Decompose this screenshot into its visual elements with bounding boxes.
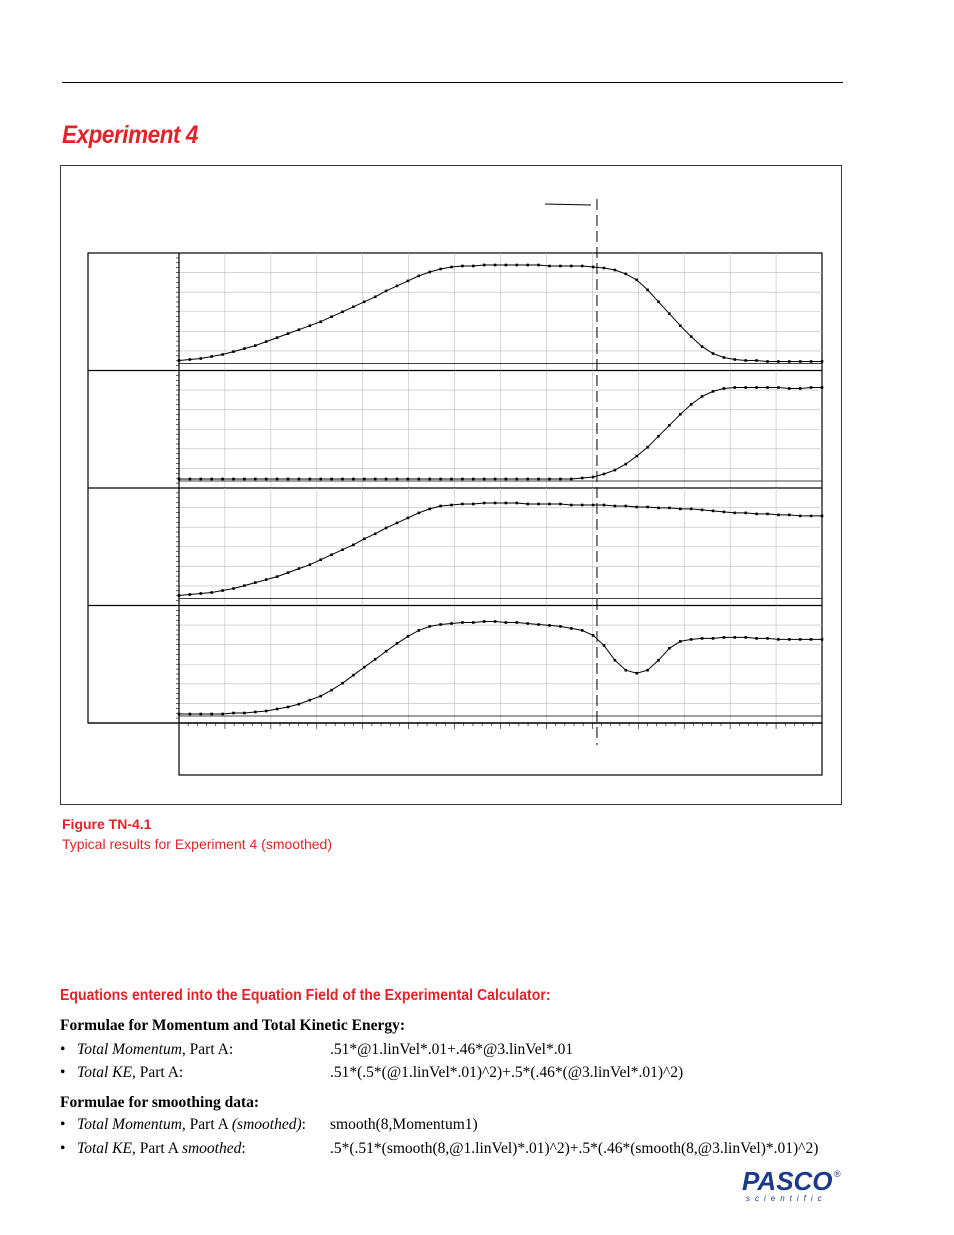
time-axis-box bbox=[179, 723, 822, 775]
data-point bbox=[418, 629, 421, 632]
data-point bbox=[668, 507, 671, 510]
data-point bbox=[352, 306, 355, 309]
data-point bbox=[178, 713, 181, 716]
data-point bbox=[744, 512, 747, 515]
data-point bbox=[625, 273, 628, 276]
data-point bbox=[526, 264, 529, 267]
data-point bbox=[635, 506, 638, 509]
data-point bbox=[603, 504, 606, 507]
data-point bbox=[483, 264, 486, 267]
data-point bbox=[788, 638, 791, 641]
data-point bbox=[657, 301, 660, 304]
data-point bbox=[319, 478, 322, 481]
data-point bbox=[352, 674, 355, 677]
graph-area bbox=[61, 166, 841, 804]
data-point bbox=[614, 469, 617, 472]
formula-label: Total Momentum, Part A (smoothed): bbox=[77, 1116, 306, 1133]
data-point bbox=[461, 621, 464, 624]
data-point bbox=[821, 638, 824, 641]
data-point bbox=[712, 390, 715, 393]
data-point bbox=[232, 478, 235, 481]
data-point bbox=[614, 505, 617, 508]
data-point bbox=[592, 634, 595, 637]
data-point bbox=[254, 344, 257, 347]
data-point bbox=[418, 275, 421, 278]
data-point bbox=[385, 478, 388, 481]
data-point bbox=[505, 621, 508, 624]
data-point bbox=[298, 567, 301, 570]
data-point bbox=[755, 513, 758, 516]
data-point bbox=[548, 624, 551, 627]
data-point bbox=[298, 478, 301, 481]
data-point bbox=[330, 315, 333, 318]
figure-frame bbox=[60, 165, 842, 805]
data-point bbox=[581, 265, 584, 268]
page-title: Experiment 4 bbox=[62, 121, 198, 149]
data-point bbox=[483, 502, 486, 505]
data-point bbox=[766, 513, 769, 516]
cursor-marker bbox=[545, 204, 591, 205]
data-point bbox=[799, 360, 802, 363]
data-point bbox=[363, 666, 366, 669]
data-point bbox=[439, 478, 442, 481]
data-point bbox=[646, 446, 649, 449]
data-point bbox=[200, 357, 203, 360]
data-point bbox=[755, 386, 758, 389]
data-point bbox=[810, 515, 813, 518]
data-point bbox=[243, 478, 246, 481]
data-point bbox=[232, 712, 235, 715]
data-point bbox=[265, 710, 268, 713]
data-point bbox=[287, 706, 290, 709]
data-point bbox=[221, 353, 224, 356]
data-point bbox=[418, 512, 421, 515]
data-point bbox=[505, 478, 508, 481]
data-point bbox=[407, 635, 410, 638]
data-point bbox=[363, 538, 366, 541]
data-point bbox=[287, 571, 290, 574]
data-point bbox=[418, 478, 421, 481]
data-point bbox=[374, 296, 377, 299]
data-point bbox=[646, 289, 649, 292]
data-point bbox=[363, 478, 366, 481]
data-point bbox=[341, 548, 344, 551]
data-point bbox=[614, 659, 617, 662]
data-point bbox=[428, 508, 431, 511]
data-point bbox=[766, 360, 769, 363]
data-point bbox=[200, 713, 203, 716]
data-point bbox=[668, 312, 671, 315]
data-point bbox=[385, 650, 388, 653]
data-point bbox=[472, 265, 475, 268]
data-point bbox=[178, 478, 181, 481]
data-point bbox=[243, 712, 246, 715]
data-point bbox=[657, 507, 660, 510]
data-point bbox=[810, 638, 813, 641]
data-point bbox=[625, 505, 628, 508]
data-point bbox=[483, 478, 486, 481]
formula-expression: smooth(8,Momentum1) bbox=[330, 1116, 478, 1133]
data-point bbox=[428, 271, 431, 274]
data-point bbox=[668, 647, 671, 650]
data-point bbox=[472, 503, 475, 506]
formula-expression: .5*(.51*(smooth(8,@1.linVel)*.01)^2)+.5*(.46*(smooth(8,@3.linVel)*.01)^2) bbox=[330, 1140, 819, 1157]
pasco-logo bbox=[740, 1166, 845, 1206]
data-point bbox=[428, 478, 431, 481]
data-point bbox=[526, 503, 529, 506]
data-point bbox=[439, 505, 442, 508]
data-point bbox=[210, 478, 213, 481]
data-point bbox=[450, 266, 453, 269]
data-point bbox=[821, 360, 824, 363]
data-point bbox=[712, 510, 715, 513]
data-point bbox=[243, 347, 246, 350]
header-rule bbox=[62, 82, 843, 83]
data-point bbox=[690, 508, 693, 511]
data-point bbox=[690, 403, 693, 406]
data-point bbox=[374, 478, 377, 481]
data-point bbox=[407, 478, 410, 481]
data-point bbox=[570, 265, 573, 268]
data-point bbox=[309, 324, 312, 327]
data-point bbox=[385, 527, 388, 530]
data-point bbox=[472, 621, 475, 624]
data-point bbox=[777, 360, 780, 363]
data-point bbox=[755, 359, 758, 362]
data-point bbox=[625, 669, 628, 672]
data-point bbox=[723, 356, 726, 359]
data-point bbox=[396, 642, 399, 645]
data-point bbox=[559, 265, 562, 268]
data-point bbox=[766, 386, 769, 389]
data-point bbox=[221, 478, 224, 481]
data-point bbox=[221, 589, 224, 592]
data-point bbox=[657, 435, 660, 438]
data-point bbox=[276, 478, 279, 481]
data-point bbox=[777, 514, 780, 517]
data-point bbox=[319, 695, 322, 698]
data-point bbox=[200, 478, 203, 481]
equations-heading: Equations entered into the Equation Field of the Experimental Calculator: bbox=[60, 987, 551, 1004]
data-point bbox=[723, 387, 726, 390]
data-point bbox=[265, 478, 268, 481]
data-point bbox=[701, 395, 704, 398]
data-point bbox=[494, 264, 497, 267]
data-point bbox=[189, 358, 192, 361]
data-point bbox=[352, 478, 355, 481]
data-point bbox=[690, 335, 693, 338]
data-point bbox=[810, 360, 813, 363]
data-point bbox=[319, 320, 322, 323]
data-point bbox=[265, 578, 268, 581]
data-point bbox=[516, 502, 519, 505]
data-point bbox=[744, 636, 747, 639]
data-point bbox=[461, 478, 464, 481]
data-point bbox=[755, 637, 758, 640]
data-point bbox=[744, 359, 747, 362]
data-point bbox=[668, 424, 671, 427]
data-point bbox=[516, 264, 519, 267]
data-point bbox=[581, 477, 584, 480]
formula-expression: .51*@1.linVel*.01+.46*@3.linVel*.01 bbox=[330, 1041, 574, 1058]
data-point bbox=[385, 290, 388, 293]
data-point bbox=[788, 514, 791, 517]
data-point bbox=[505, 502, 508, 505]
data-point bbox=[581, 629, 584, 632]
data-point bbox=[734, 636, 737, 639]
data-point bbox=[319, 558, 322, 561]
data-point bbox=[472, 478, 475, 481]
data-point bbox=[679, 413, 682, 416]
data-point bbox=[276, 708, 279, 711]
data-point bbox=[494, 478, 497, 481]
data-point bbox=[363, 301, 366, 304]
data-point bbox=[799, 515, 802, 518]
data-point bbox=[788, 360, 791, 363]
data-point bbox=[450, 478, 453, 481]
data-point bbox=[516, 621, 519, 624]
data-point bbox=[374, 658, 377, 661]
data-point bbox=[341, 682, 344, 685]
figure-caption-text: Typical results for Experiment 4 (smoothed) bbox=[62, 836, 332, 852]
data-point bbox=[232, 587, 235, 590]
data-point bbox=[276, 575, 279, 578]
formula-label: Total KE, Part A: bbox=[77, 1064, 184, 1081]
data-point bbox=[723, 636, 726, 639]
data-point bbox=[505, 264, 508, 267]
data-point bbox=[254, 581, 257, 584]
data-point bbox=[592, 504, 595, 507]
data-point bbox=[679, 640, 682, 643]
data-point bbox=[548, 265, 551, 268]
data-point bbox=[592, 476, 595, 479]
data-point bbox=[374, 533, 377, 536]
data-point bbox=[210, 713, 213, 716]
data-point bbox=[679, 508, 682, 511]
data-point bbox=[516, 478, 519, 481]
data-point bbox=[603, 473, 606, 476]
data-point bbox=[189, 478, 192, 481]
data-point bbox=[309, 699, 312, 702]
data-point bbox=[548, 503, 551, 506]
data-point bbox=[701, 345, 704, 348]
data-point bbox=[690, 638, 693, 641]
data-point bbox=[450, 622, 453, 625]
data-point bbox=[581, 504, 584, 507]
data-point bbox=[603, 267, 606, 270]
data-point bbox=[766, 637, 769, 640]
data-point bbox=[287, 332, 290, 335]
data-point bbox=[254, 711, 257, 714]
bullet: • bbox=[60, 1041, 66, 1058]
data-point bbox=[559, 478, 562, 481]
data-point bbox=[592, 266, 595, 269]
data-point bbox=[341, 311, 344, 314]
data-point bbox=[439, 268, 442, 271]
data-point bbox=[439, 623, 442, 626]
logo-wordmark: PASCO bbox=[742, 1166, 833, 1196]
data-point bbox=[799, 638, 802, 641]
data-point bbox=[712, 352, 715, 355]
data-point bbox=[537, 264, 540, 267]
data-point bbox=[734, 512, 737, 515]
data-point bbox=[243, 584, 246, 587]
data-point bbox=[701, 509, 704, 512]
momentum-formulae-title: Formulae for Momentum and Total Kinetic Energy: bbox=[60, 1017, 405, 1034]
data-point bbox=[287, 478, 290, 481]
data-point bbox=[559, 503, 562, 506]
figure-caption-title: Figure TN-4.1 bbox=[62, 816, 152, 832]
data-point bbox=[537, 478, 540, 481]
data-point bbox=[298, 703, 301, 706]
bullet: • bbox=[60, 1116, 66, 1133]
registered-mark: ® bbox=[834, 1169, 841, 1179]
data-point bbox=[777, 386, 780, 389]
data-point bbox=[210, 355, 213, 358]
data-point bbox=[407, 517, 410, 520]
data-point bbox=[309, 478, 312, 481]
data-point bbox=[570, 627, 573, 630]
data-point bbox=[265, 340, 268, 343]
data-point bbox=[178, 594, 181, 597]
data-point bbox=[723, 511, 726, 514]
bullet: • bbox=[60, 1064, 66, 1081]
data-point bbox=[821, 515, 824, 518]
data-point bbox=[734, 386, 737, 389]
data-point bbox=[657, 659, 660, 662]
data-point bbox=[494, 620, 497, 623]
logo-subtitle: scientific bbox=[746, 1194, 827, 1203]
data-point bbox=[701, 637, 704, 640]
data-point bbox=[428, 625, 431, 628]
data-point bbox=[537, 623, 540, 626]
data-point bbox=[330, 689, 333, 692]
data-point bbox=[537, 503, 540, 506]
data-point bbox=[189, 593, 192, 596]
data-point bbox=[298, 328, 301, 331]
formula-label: Total Momentum, Part A: bbox=[77, 1041, 234, 1058]
data-point bbox=[614, 269, 617, 272]
data-point bbox=[526, 622, 529, 625]
data-point bbox=[330, 553, 333, 556]
data-point bbox=[461, 503, 464, 506]
data-point bbox=[570, 504, 573, 507]
data-point bbox=[679, 324, 682, 327]
data-point bbox=[221, 713, 224, 716]
data-point bbox=[810, 386, 813, 389]
data-point bbox=[407, 280, 410, 283]
smoothing-formulae-title: Formulae for smoothing data: bbox=[60, 1094, 260, 1111]
data-point bbox=[189, 713, 192, 716]
data-point bbox=[603, 644, 606, 647]
data-point bbox=[494, 502, 497, 505]
data-point bbox=[821, 386, 824, 389]
data-point bbox=[178, 359, 181, 362]
data-point bbox=[450, 504, 453, 507]
data-point bbox=[635, 672, 638, 675]
data-point bbox=[396, 478, 399, 481]
data-point bbox=[396, 522, 399, 525]
data-point bbox=[734, 358, 737, 361]
data-point bbox=[341, 478, 344, 481]
data-point bbox=[210, 591, 213, 594]
formula-label: Total KE, Part A smoothed: bbox=[77, 1140, 246, 1157]
data-point bbox=[625, 463, 628, 466]
data-point bbox=[309, 563, 312, 566]
data-point bbox=[559, 625, 562, 628]
bullet: • bbox=[60, 1140, 66, 1157]
data-point bbox=[635, 279, 638, 282]
data-point bbox=[646, 669, 649, 672]
data-point bbox=[232, 350, 235, 353]
data-point bbox=[254, 478, 257, 481]
data-point bbox=[744, 386, 747, 389]
data-point bbox=[777, 638, 780, 641]
data-point bbox=[483, 620, 486, 623]
data-point bbox=[799, 387, 802, 390]
formula-expression: .51*(.5*(@1.linVel*.01)^2)+.5*(.46*(@3.linVel*.01)^2) bbox=[330, 1064, 684, 1081]
data-point bbox=[461, 265, 464, 268]
data-point bbox=[635, 455, 638, 458]
data-point bbox=[396, 285, 399, 288]
data-point bbox=[352, 544, 355, 547]
data-point bbox=[570, 478, 573, 481]
data-point bbox=[788, 387, 791, 390]
data-point bbox=[646, 506, 649, 509]
data-point bbox=[548, 478, 551, 481]
data-point bbox=[276, 336, 279, 339]
data-point bbox=[526, 478, 529, 481]
data-point bbox=[712, 637, 715, 640]
data-point bbox=[200, 592, 203, 595]
data-point bbox=[330, 478, 333, 481]
